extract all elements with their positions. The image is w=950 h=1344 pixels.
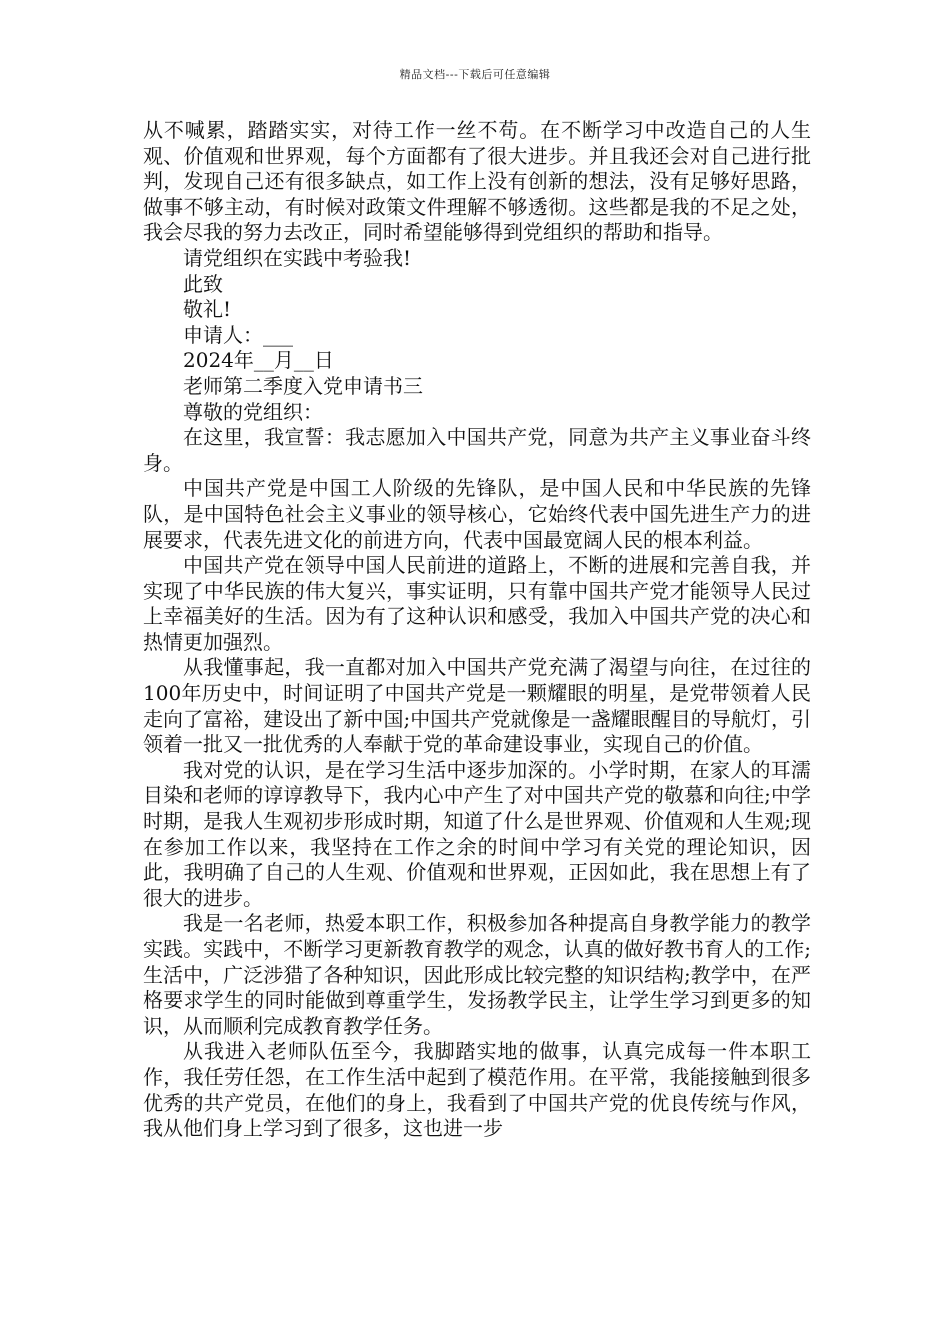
applicant-line: 申请人：___ [183,322,293,347]
paragraph: 我对党的认识，是在学习生活中逐步加深的。小学时期，在家人的耳濡目染和老师的谆谆教导下，我内心中产生了对中国共产党的敬慕和向往;中学时期，是我人生观初步形成时期，知道了什么是世界观、价值观和人生观;现在参加工作以来，我坚持在工作之余的时间中学习有关党的理论知识，因此，我明确了自己的人生观、价值观和世界观，正因如此，我在思想上有了很大的进步。 [143,757,811,910]
salutation-closing: 此致 [183,271,223,296]
page-header: 精品文档---下载后可任意编辑 [399,68,551,81]
paragraph: 从我懂事起，我一直都对加入中国共产党充满了渴望与向往，在过往的100年历史中，时间证明了中国共产党是一颗耀眼的明星，是党带领着人民走向了富裕，建设出了新中国;中国共产党就像是一盏耀眼醒目的导航灯，引领着一批又一批优秀的人奉献于党的革命建设事业，实现自己的价值。 [143,655,811,757]
paragraph: 请党组织在实践中考验我! [183,245,412,270]
paragraph: 从我进入老师队伍至今，我脚踏实地的做事，认真完成每一件本职工作，我任劳任怨，在工作生活中起到了模范作用。在平常，我能接触到很多优秀的共产党员，在他们的身上，我看到了中国共产党的优良传统与作风，我从他们身上学习到了很多，这也进一步 [143,1039,811,1141]
paragraph: 中国共产党在领导中国人民前进的道路上，不断的进展和完善自我，并实现了中华民族的伟大复兴，事实证明，只有靠中国共产党才能领导人民过上幸福美好的生活。因为有了这种认识和感受，我加入中国共产党的决心和热情更加强烈。 [143,553,811,654]
salutation-regards: 敬礼! [183,297,232,322]
greeting: 尊敬的党组织： [183,399,323,424]
date-line: 2024年__月__日 [183,348,334,373]
paragraph: 在这里，我宣誓：我志愿加入中国共产党，同意为共产主义事业奋斗终身。 [143,425,811,475]
paragraph: 中国共产党是中国工人阶级的先锋队，是中国人民和中华民族的先锋队，是中国特色社会主义事业的领导核心，它始终代表中国先进生产力的进展要求，代表先进文化的前进方向，代表中国最宽阔人民的根本利益。 [143,476,811,552]
paragraph: 我是一名老师，热爱本职工作，积极参加各种提高自身教学能力的教学实践。实践中，不断学习更新教育教学的观念，认真的做好教书育人的工作;生活中，广泛涉猎了各种知识，因此形成比较完整的知识结构;教学中，在严格要求学生的同时能做到尊重学生，发扬教学民主，让学生学习到更多的知识，从而顺利完成教育教学任务。 [143,911,811,1038]
document-body [143,118,811,1142]
section-title: 老师第二季度入党申请书三 [183,373,423,398]
paragraph: 从不喊累，踏踏实实，对待工作一丝不苟。在不断学习中改造自己的人生观、价值观和世界观，每个方面都有了很大进步。并且我还会对自己进行批判，发现自己还有很多缺点，如工作上没有创新的想法，没有足够好思路，做事不够主动，有时候对政策文件理解不够透彻。这些都是我的不足之处，我会尽我的努力去改正，同时希望能够得到党组织的帮助和指导。 [143,118,811,245]
